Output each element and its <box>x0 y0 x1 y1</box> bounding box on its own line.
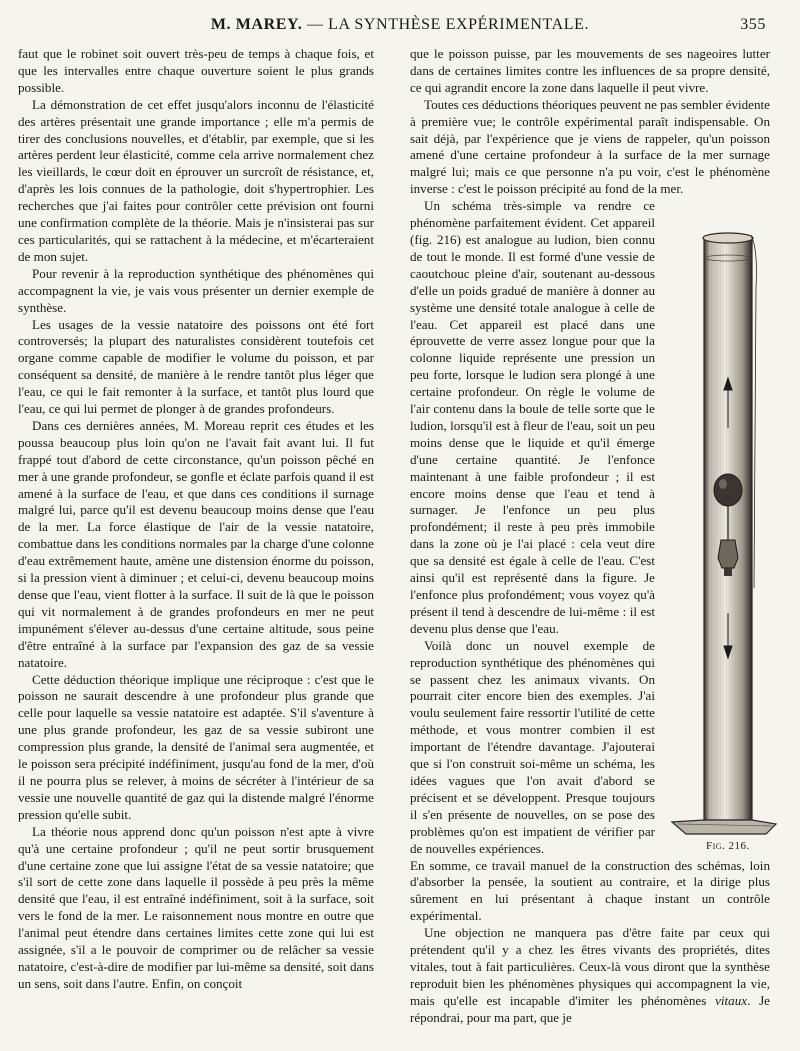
italic-word: vitaux <box>715 992 748 1008</box>
paragraph: faut que le robinet soit ouvert très-peu de temps à chaque fois, et que les intervalles entre chaque ouverture soient le plus grands possible. <box>18 46 374 95</box>
header-dash: — <box>306 16 324 33</box>
paragraph: Voilà donc un nouvel exemple de reproduction synthétique des phénomènes qui se passent chez les animaux vivants. On pourrait citer encore bien des exemples. J'ai voulu seulement faire ressortir l'utilité de cette méthode, et vous montrer combien il est important de l'étendre davantage. J'ajouterai que si l'on construit soi-même un schéma, les idées vagues que l'on avait d'abord se précisent et se développent. Presque toujours il s'en présente de nouvelles, on se pose des problèmes qu'on est impatient de vérifier par de nouvelles expériences. <box>410 637 655 856</box>
running-title <box>20 16 780 34</box>
header-author: M. MAREY. <box>210 16 303 33</box>
air-bladder <box>714 474 742 506</box>
paragraph: que le poisson puisse, par les mouvements de ses nageoires lutter dans de certaines limites contre les influences de sa propre densité, ce qui agrandit encore la zone dans laquelle il peut vivre. <box>410 46 770 95</box>
text-segment: . Je répondrai, pour ma part, que je <box>410 992 770 1025</box>
paragraph: Cette déduction théorique implique une réciproque : c'est que le poisson ne saurait descendre à une profondeur plus grande que celle pour laquelle sa vessie natatoire est adaptée. S'il s'aventure à une plus grande profondeur, les gaz de sa vessie subiront une compression plus grande, la densité de l'animal sera augmentée, et le poisson sera précipité indéfiniment, jusqu'au fond de la mer, d'où il ne pourra plus se relever, à moins de sécréter à l'intérieur de sa vessie une nouvelle quantité de gaz qui la distende malgré l'énorme pression qu'elle subit. <box>18 671 374 822</box>
running-header <box>20 12 780 40</box>
header-title: LA SYNTHÈSE EXPÉRIMENTALE. <box>328 16 590 33</box>
paragraph: En somme, ce travail manuel de la construction des schémas, loin d'absorber la pensée, la soutient au contraire, et la dirige plus sûrement en lui présentant à chaque instant un contrôle expérimental. <box>410 857 770 924</box>
paragraph: Toutes ces déductions théoriques peuvent ne pas sembler évidente à première vue; le contrôle expérimental paraît indispensable. On sait déjà, par l'expérience que je viens de rappeler, qu'un poisson amené d'une certaine profondeur à la surface de la mer surnage malgré lui; mais ce que personne n'a pu voir, c'est le phénomène inverse : c'est le poisson précipité au fond de la mer. <box>410 96 770 197</box>
graduated-weight <box>718 540 738 568</box>
paragraph: La démonstration de cet effet jusqu'alors inconnu de l'élasticité des artères présentait une grande importance ; elle m'a permis de tirer des conclusions nouvelles, et d'établir, par exemple, que si les artères perdent leur élasticité, comme cela arrive normalement chez les vieillards, le cœur doit en éprouver un surcroît de résistance, et, d'après les lois connues de la pathologie, doit s'hypertrophier. Les recherches que j'ai faites pour contrôler cette prévision ont fourni une confirmation complète de la théorie. Mais je n'insisterai pas sur ces particularités, qui se rattachent à la médecine, et m'écarteraient de mon sujet. <box>18 96 374 264</box>
figure-caption: Fig. 216. <box>706 840 750 852</box>
cylinder-rim <box>703 233 753 243</box>
cartesian-diver-illustration <box>666 228 784 858</box>
paragraph: Dans ces dernières années, M. Moreau reprit ces études et les poussa beaucoup plus loin qu'on ne l'avait fait avant lui. Il fut frappé tout d'abord de cette circonstance, qu'un poisson pêché en mer à une grande profondeur, se gonfle et éclate parfois quand il est amené à la surface de l'eau, et que dans ces conditions il surnage malgré lui, parce qu'il est devenu beaucoup moins dense que l'eau de la mer. La force élastique de l'air de la vessie natatoire, combattue dans les conditions normales par la charge d'une colonne d'eau extrêmement haute, amène une distension énorme du poisson, si la pression vient à diminuer ; et celui-ci, devenu beaucoup moins dense que l'eau, vient flotter à la surface. Il suit de là que le poisson qui vit normalement à de grandes profondeurs en mer ne peut impunément s'élever au-dessus d'une certaine altitude, sous peine d'être entraîné à la surface par l'expansion des gaz de sa vessie natatoire. <box>18 417 374 670</box>
cylinder-base <box>672 820 776 834</box>
paragraph: La théorie nous apprend donc qu'un poisson n'est apte à vivre qu'à une certaine profondeur ; qu'il ne peut sortir brusquement d'une certaine zone que lui assigne l'état de sa vessie natatoire; que s'il sort de cette zone dans laquelle il possède à peu près la même densité que l'eau, il est entraîné indéfiniment, soit à la surface, soit vers le fond de la mer. Le raisonnement nous montre en outre que l'animal peut étendre dans certaines limites cette zone qui lui est assignée, s'il a le pouvoir de comprimer ou de relâcher sa vessie natatoire, c'est-à-dire de modifier par lui-même sa densité, soit dans un sens, soit dans l'autre. Enfin, on conçoit <box>18 823 374 991</box>
page-number: 355 <box>740 16 766 33</box>
paragraph: Pour revenir à la reproduction synthétique des phénomènes qui accompagnent la vie, je vais vous présenter un dernier exemple de synthèse. <box>18 265 374 315</box>
left-column <box>18 46 374 993</box>
paragraph: Les usages de la vessie natatoire des poissons ont été fort controversés; la plupart des naturalistes considèrent toutefois cet organe comme capable de modifier le volume du poisson, et par conséquent sa densité, de manière à le rendre tantôt plus léger que l'eau, ce qui le fait remonter à la surface, et tantôt plus lourd que l'eau, ce qui lui permet de plonger à de grandes profondeurs. <box>18 316 374 417</box>
paragraph-last <box>410 925 770 1026</box>
text-beside-figure <box>410 198 655 857</box>
paragraph: Un schéma très-simple va rendre ce phénomène parfaitement évident. Cet appareil (fig. 216) est analogue au ludion, bien connu de tout le monde. Il est formé d'une vessie de caoutchouc pleine d'air, soutenant au-dessous d'elle un poids gradué de manière à donner au système une densité totale analogue à celle de l'eau. Cet appareil est placé dans une éprouvette de verre assez longue pour que la colonne liquide représente une pression un peu forte, lorsque le ludion sera plongé à une certaine profondeur. On règle le volume de l'air contenu dans la boule de telle sorte que le ludion, lorsqu'il est à fleur de l'eau, soit un peu moins dense que le liquide et qu'il émerge d'une certaine quantité. Je l'enfonce maintenant à une faible profondeur ; il est encore moins dense que l'eau et tend à surnager. Je l'enfonce un peu plus profondément; il reste à peu près immobile dans la zone où je l'ai placé : cela veut dire que sa densité est égale à celle de l'eau. C'est ainsi qu'il est représenté dans la figure. Je l'enfonce plus profondément; vous voyez qu'à présent il tend à descendre de lui-même : il est devenu plus dense que l'eau. <box>410 198 655 636</box>
text-segment: Une objection ne manquera pas d'être faite par ceux qui prétendent qu'il y a chez les êtres vivants des propriétés, dites vitales, tout à fait particulières. Ceux-là vous diront que la synthèse reproduit bien les phénomènes physiques qui accompagnent la vie, mais qu'elle est incapable d'imiter les phénomènes <box>410 925 770 1008</box>
